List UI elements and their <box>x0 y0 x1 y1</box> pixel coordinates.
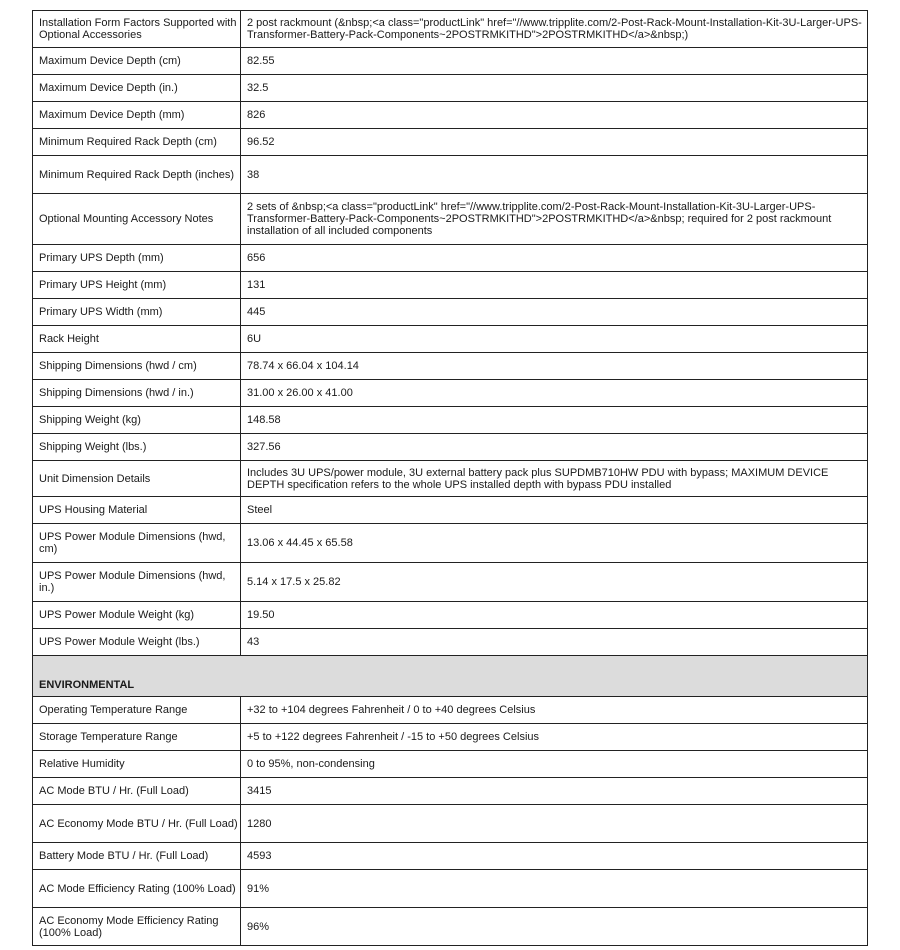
row-value: 96.52 <box>241 129 868 156</box>
row-value: 13.06 x 44.45 x 65.58 <box>241 524 868 563</box>
row-label: Installation Form Factors Supported with Optional Accessories <box>33 11 241 48</box>
table-row <box>33 75 868 102</box>
row-label: Rack Height <box>33 326 241 353</box>
row-value: 0 to 95%, non-condensing <box>241 751 868 778</box>
row-value: 327.56 <box>241 434 868 461</box>
table-row <box>33 11 868 48</box>
row-value: 131 <box>241 272 868 299</box>
row-label: UPS Power Module Dimensions (hwd, in.) <box>33 563 241 602</box>
row-label: Maximum Device Depth (cm) <box>33 48 241 75</box>
table-row <box>33 751 868 778</box>
spec-table <box>32 10 868 946</box>
row-value: 148.58 <box>241 407 868 434</box>
table-row <box>33 380 868 407</box>
table-row <box>33 843 868 870</box>
row-label: Primary UPS Depth (mm) <box>33 245 241 272</box>
table-row <box>33 563 868 602</box>
table-row <box>33 407 868 434</box>
row-value: +5 to +122 degrees Fahrenheit / -15 to +50 degrees Celsius <box>241 724 868 751</box>
row-value: 445 <box>241 299 868 326</box>
row-value: 78.74 x 66.04 x 104.14 <box>241 353 868 380</box>
row-value: 43 <box>241 629 868 656</box>
row-value: 1280 <box>241 805 868 843</box>
row-value: 2 sets of &nbsp;<a class="productLink" href="//www.tripplite.com/2-Post-Rack-Mount-Installation-Kit-3U-Larger-UPS-Transformer-Battery-Pack-Components~2POSTRMKITHD">2POSTRMKITHD</a>&nbsp; required for 2 post rackmount installation of all included components <box>241 194 868 245</box>
row-label: AC Mode BTU / Hr. (Full Load) <box>33 778 241 805</box>
row-label: Optional Mounting Accessory Notes <box>33 194 241 245</box>
row-label: Shipping Dimensions (hwd / cm) <box>33 353 241 380</box>
table-row <box>33 102 868 129</box>
row-label: AC Economy Mode Efficiency Rating (100% Load) <box>33 908 241 946</box>
table-row <box>33 629 868 656</box>
row-value: 656 <box>241 245 868 272</box>
table-row <box>33 461 868 497</box>
table-row <box>33 48 868 75</box>
row-label: Minimum Required Rack Depth (cm) <box>33 129 241 156</box>
row-value: 2 post rackmount (&nbsp;<a class="productLink" href="//www.tripplite.com/2-Post-Rack-Mount-Installation-Kit-3U-Larger-UPS-Transformer-Battery-Pack-Components~2POSTRMKITHD">2POSTRMKITHD</a>&nbsp;) <box>241 11 868 48</box>
table-row <box>33 156 868 194</box>
section-title: ENVIRONMENTAL <box>33 656 868 697</box>
table-row <box>33 245 868 272</box>
table-row <box>33 870 868 908</box>
row-label: AC Mode Efficiency Rating (100% Load) <box>33 870 241 908</box>
row-label: UPS Power Module Weight (lbs.) <box>33 629 241 656</box>
table-row <box>33 602 868 629</box>
row-label: AC Economy Mode BTU / Hr. (Full Load) <box>33 805 241 843</box>
row-label: UPS Housing Material <box>33 497 241 524</box>
row-label: Relative Humidity <box>33 751 241 778</box>
table-row <box>33 326 868 353</box>
table-row <box>33 129 868 156</box>
row-value: 32.5 <box>241 75 868 102</box>
row-value: 82.55 <box>241 48 868 75</box>
row-label: Shipping Weight (lbs.) <box>33 434 241 461</box>
table-row <box>33 524 868 563</box>
row-label: Primary UPS Width (mm) <box>33 299 241 326</box>
table-row <box>33 497 868 524</box>
row-value: 3415 <box>241 778 868 805</box>
row-label: Operating Temperature Range <box>33 697 241 724</box>
row-value: 4593 <box>241 843 868 870</box>
table-row <box>33 353 868 380</box>
row-value: +32 to +104 degrees Fahrenheit / 0 to +40 degrees Celsius <box>241 697 868 724</box>
row-label: Unit Dimension Details <box>33 461 241 497</box>
row-label: Minimum Required Rack Depth (inches) <box>33 156 241 194</box>
row-value: 91% <box>241 870 868 908</box>
row-value: 38 <box>241 156 868 194</box>
table-row <box>33 299 868 326</box>
row-value: Includes 3U UPS/power module, 3U external battery pack plus SUPDMB710HW PDU with bypass; MAXIMUM DEVICE DEPTH specification refers to the whole UPS installed depth with bypass PDU installed <box>241 461 868 497</box>
row-value: 96% <box>241 908 868 946</box>
table-row <box>33 272 868 299</box>
row-value: 19.50 <box>241 602 868 629</box>
row-value: 826 <box>241 102 868 129</box>
row-label: UPS Power Module Weight (kg) <box>33 602 241 629</box>
table-row <box>33 805 868 843</box>
row-label: Shipping Weight (kg) <box>33 407 241 434</box>
table-row <box>33 908 868 946</box>
row-value: Steel <box>241 497 868 524</box>
row-label: Maximum Device Depth (in.) <box>33 75 241 102</box>
row-label: Maximum Device Depth (mm) <box>33 102 241 129</box>
row-label: UPS Power Module Dimensions (hwd, cm) <box>33 524 241 563</box>
row-value: 5.14 x 17.5 x 25.82 <box>241 563 868 602</box>
spec-sheet <box>32 10 865 946</box>
table-row <box>33 194 868 245</box>
row-value: 31.00 x 26.00 x 41.00 <box>241 380 868 407</box>
row-label: Storage Temperature Range <box>33 724 241 751</box>
table-row <box>33 434 868 461</box>
row-label: Shipping Dimensions (hwd / in.) <box>33 380 241 407</box>
section-header-row <box>33 656 868 697</box>
table-row <box>33 778 868 805</box>
table-row <box>33 724 868 751</box>
row-label: Battery Mode BTU / Hr. (Full Load) <box>33 843 241 870</box>
row-label: Primary UPS Height (mm) <box>33 272 241 299</box>
table-row <box>33 697 868 724</box>
row-value: 6U <box>241 326 868 353</box>
